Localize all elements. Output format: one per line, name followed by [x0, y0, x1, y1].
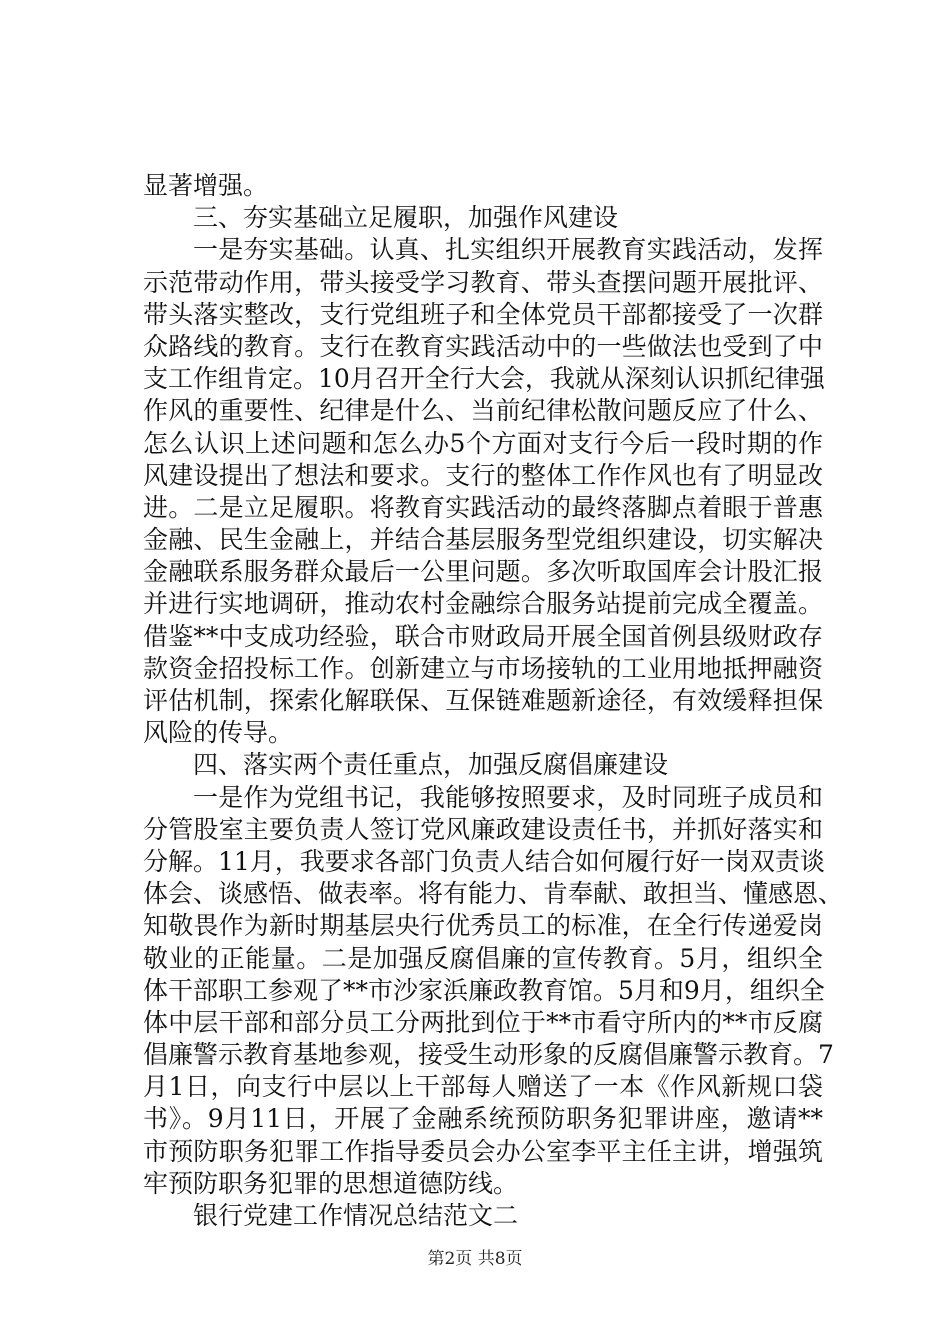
- text-line: 月1日，向支行中层以上干部每人赠送了一本《作风新规口袋: [143, 1072, 823, 1102]
- text-line: 作风的重要性、纪律是什么、当前纪律松散问题反应了什么、: [143, 396, 823, 426]
- text-line: 带头落实整改，支行党组班子和全体党员干部都接受了一次群: [143, 299, 823, 329]
- text-line: 示范带动作用，带头接受学习教育、带头查摆问题开展批评、: [143, 267, 823, 297]
- text-line: 知敬畏作为新时期基层央行优秀员工的标准，在全行传递爱岗: [143, 911, 823, 941]
- text-line: 分解。11月，我要求各部门负责人结合如何履行好一岗双责谈: [143, 846, 825, 876]
- text-line: 银行党建工作情况总结范文二: [193, 1201, 519, 1230]
- text-line: 借鉴**中支成功经验，联合市财政局开展全国首例县级财政存: [143, 621, 823, 651]
- text-line: 市预防职务犯罪工作指导委员会办公室李平主任主讲，增强筑: [143, 1136, 823, 1166]
- text-line: 书》。9月11日，开展了金融系统预防职务犯罪讲座，邀请**: [143, 1104, 823, 1134]
- text-line: 一是作为党组书记，我能够按照要求，及时同班子成员和: [193, 782, 823, 812]
- text-line: 体会、谈感悟、做表率。将有能力、肯奉献、敢担当、懂感恩、: [143, 879, 844, 909]
- text-line: 怎么认识上述问题和怎么办5个方面对支行今后一段时期的作: [143, 428, 823, 458]
- text-line: 牢预防职务犯罪的思想道德防线。: [143, 1168, 519, 1198]
- text-line: 四、落实两个责任重点，加强反腐倡廉建设: [193, 750, 669, 780]
- text-line: 倡廉警示教育基地参观，接受生动形象的反腐倡廉警示教育。7: [143, 1040, 834, 1070]
- text-line: 金融联系服务群众最后一公里问题。多次听取国库会计股汇报: [143, 557, 823, 587]
- text-line: 体干部职工参观了**市沙家浜廉政教育馆。5月和9月，组织全: [143, 975, 825, 1005]
- text-line: 众路线的教育。支行在教育实践活动中的一些做法也受到了中: [143, 331, 823, 361]
- text-line: 进。二是立足履职。将教育实践活动的最终落脚点着眼于普惠: [143, 492, 823, 522]
- text-line: 显著增强。: [143, 171, 269, 200]
- document-body: [143, 170, 844, 1232]
- text-line: 支工作组肯定。10月召开全行大会，我就从深刻认识抓纪律强: [143, 364, 825, 394]
- text-line: 敬业的正能量。二是加强反腐倡廉的宣传教育。5月，组织全: [143, 943, 823, 973]
- text-line: 体中层干部和部分员工分两批到位于**市看守所内的**市反腐: [143, 1007, 823, 1037]
- text-line: 款资金招投标工作。创新建立与市场接轨的工业用地抵押融资: [143, 653, 823, 683]
- page-footer: 第2页 共8页: [427, 1249, 523, 1269]
- text-line: 风险的传导。: [143, 718, 294, 748]
- text-line: 风建设提出了想法和要求。支行的整体工作作风也有了明显改: [143, 460, 823, 490]
- text-line: 并进行实地调研，推动农村金融综合服务站提前完成全覆盖。: [143, 589, 823, 619]
- text-line: 三、夯实基础立足履职，加强作风建设: [193, 203, 619, 233]
- text-line: 分管股室主要负责人签订党风廉政建设责任书，并抓好落实和: [143, 814, 823, 844]
- text-line: 评估机制，探索化解联保、互保链难题新途径，有效缓释担保: [143, 686, 823, 715]
- text-line: 一是夯实基础。认真、扎实组织开展教育实践活动，发挥: [193, 235, 823, 265]
- text-line: 金融、民生金融上，并结合基层服务型党组织建设，切实解决: [143, 525, 823, 555]
